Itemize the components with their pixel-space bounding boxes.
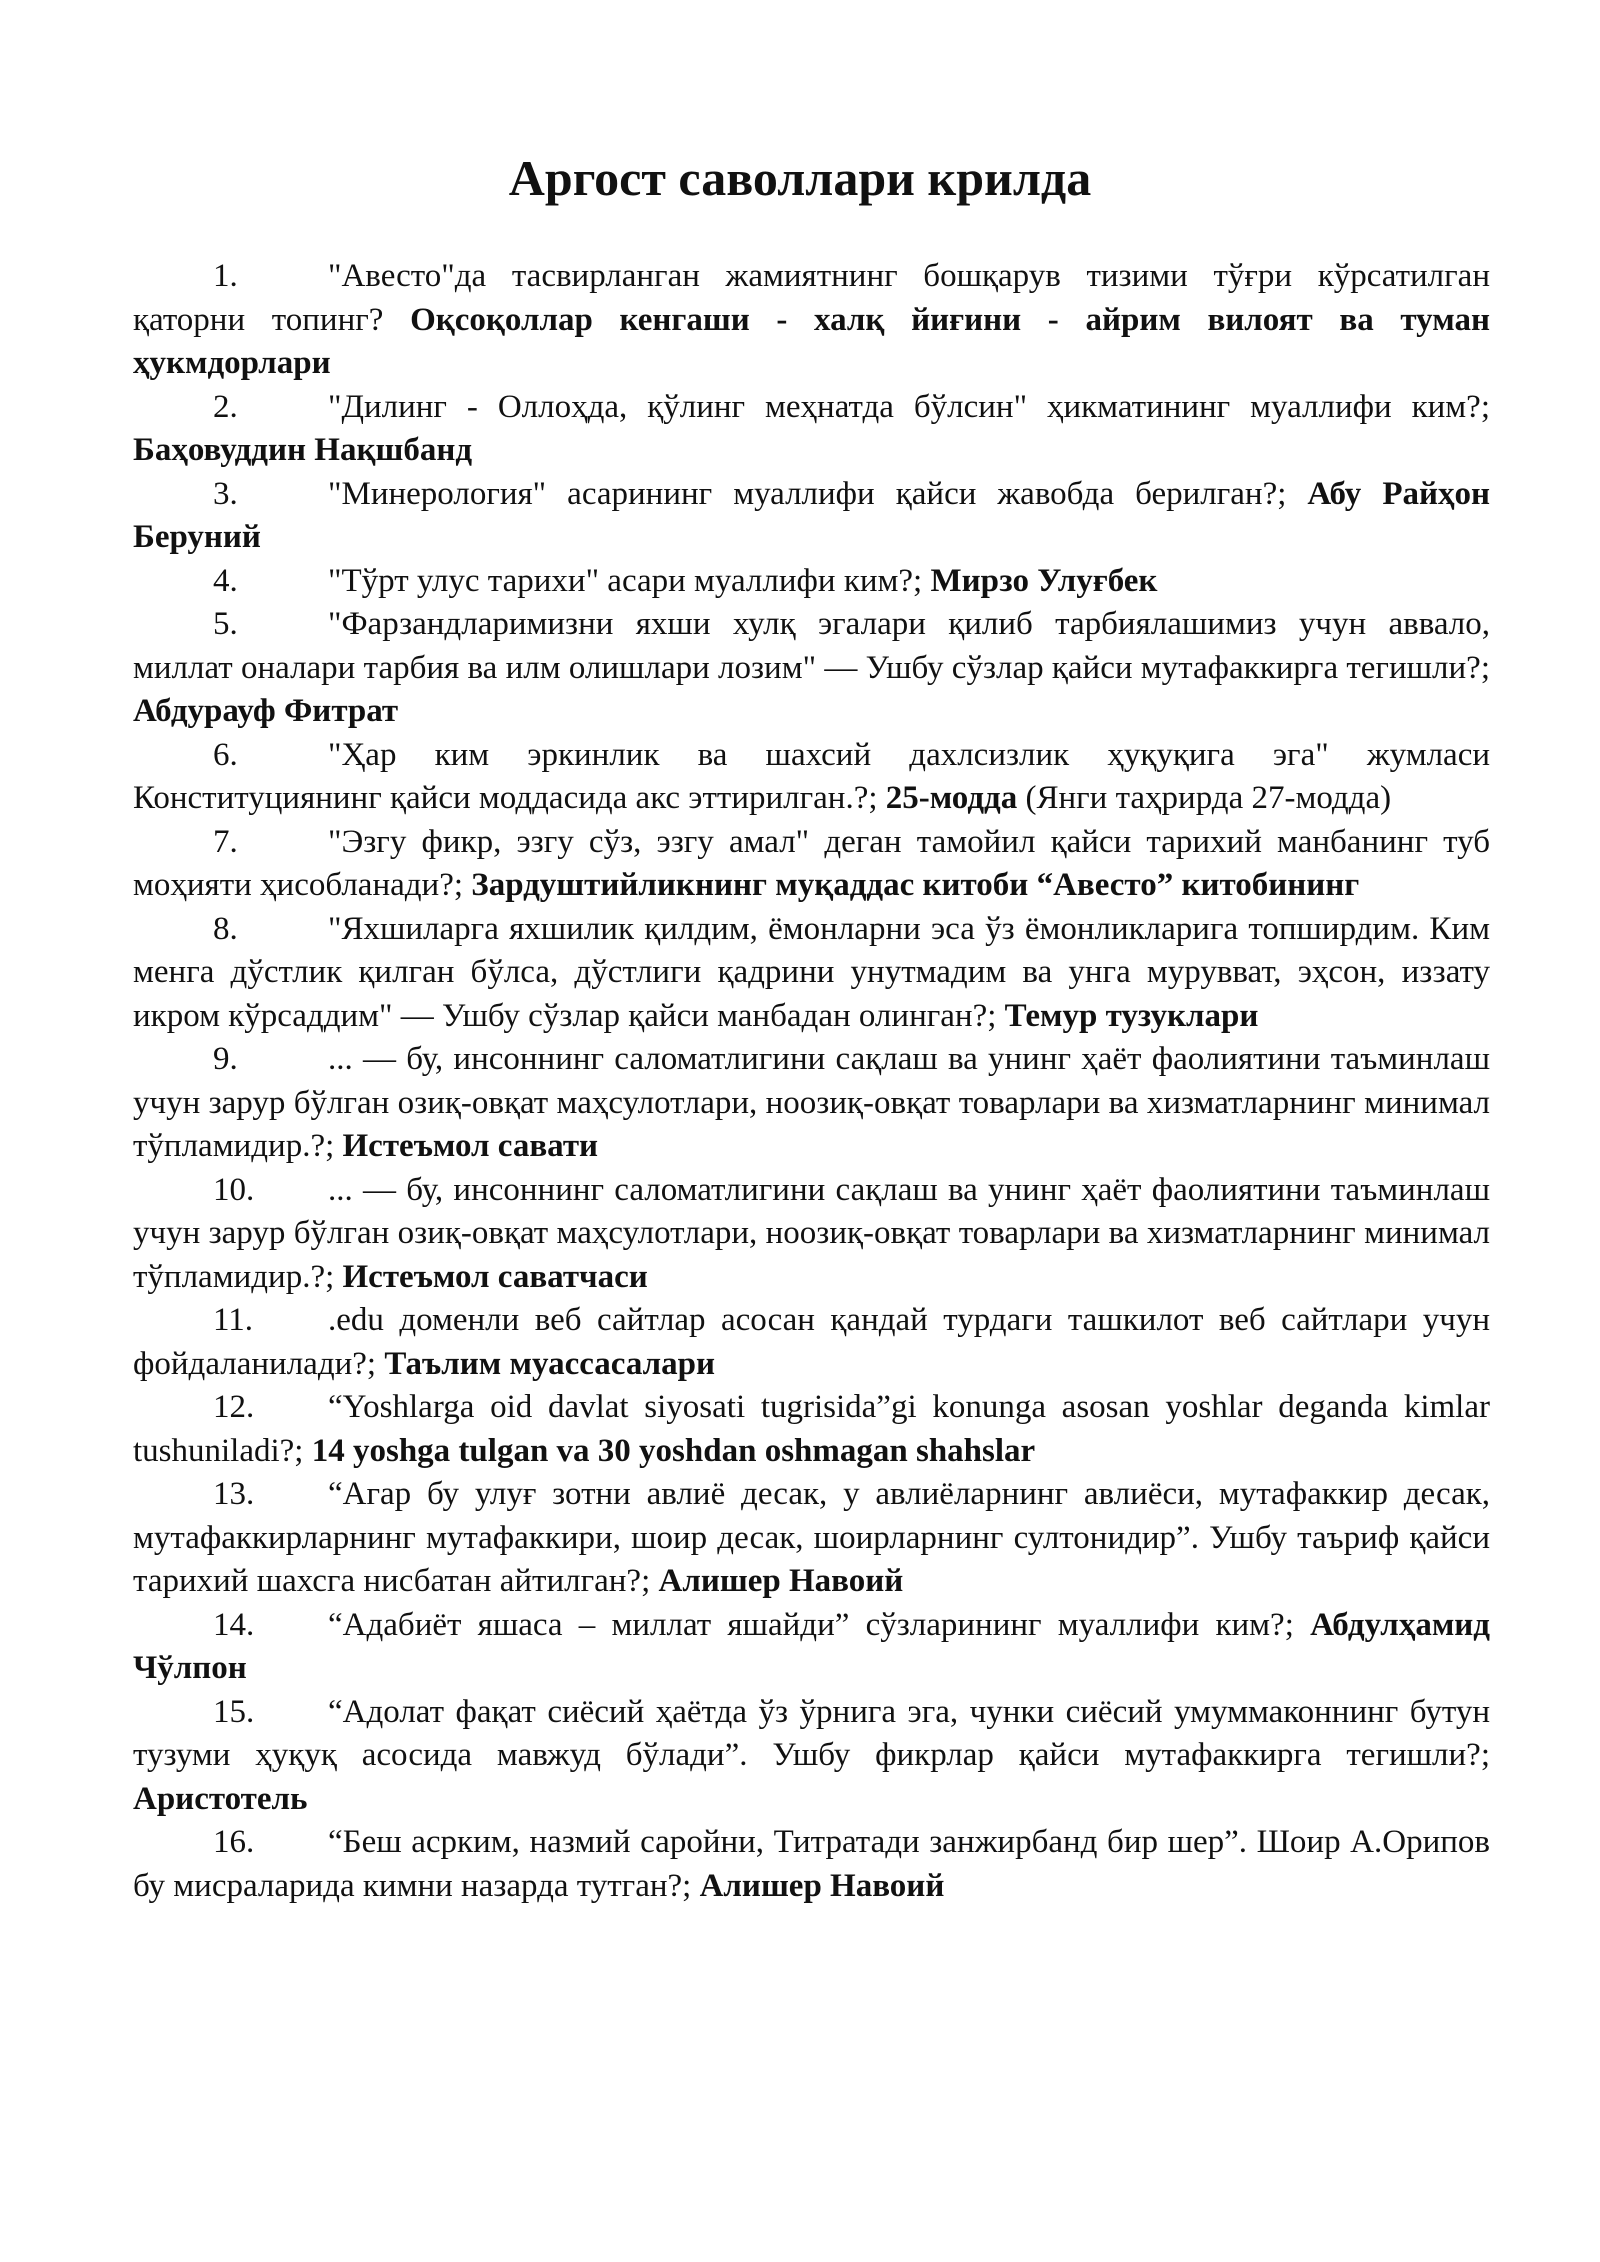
list-item xyxy=(133,1821,1490,1908)
item-question: ... — бу, инсоннинг саломатлигини сақлаш ва унинг ҳаёт фаолиятини таъминлаш учун зарур бўлган озиқ-овқат маҳсулотлари, ноозиқ-овқат товарлари ва хизматларнинг минимал тўпламидир.?; xyxy=(133,1171,1490,1295)
list-item xyxy=(133,255,1490,386)
document-title: Аргост саволлари крилда xyxy=(508,150,1092,206)
item-answer: Оқсоқоллар кенгаши - халқ йиғини - айрим вилоят ва туман ҳукмдорлари xyxy=(133,301,1490,381)
item-number: 6. xyxy=(213,736,238,773)
list-item xyxy=(133,560,1490,604)
item-note: (Янги таҳрирда 27-модда) xyxy=(1017,780,1392,816)
item-number: 1. xyxy=(213,258,238,294)
list-item xyxy=(133,734,1490,821)
item-answer: Зардуштийликнинг муқаддас китоби “Авесто” китобининг xyxy=(471,867,1360,903)
item-number: 11. xyxy=(213,1302,254,1338)
list-item xyxy=(133,908,1490,1039)
item-question: “Yoshlarga oid davlat siyosati tugrisida”gi konunga asosan yoshlar deganda kimlar tushuniladi?; xyxy=(133,1389,1490,1469)
item-answer: Истеъмол савати xyxy=(342,1128,599,1164)
item-answer: Истеъмол саватчаси xyxy=(342,1258,648,1295)
item-question: "Тўрт улус тарихи" асари муаллифи ким?; xyxy=(328,562,931,599)
question-list xyxy=(133,255,1490,1908)
item-number: 14. xyxy=(213,1606,255,1643)
item-answer: 25-модда xyxy=(885,780,1018,816)
item-answer: Аристотель xyxy=(133,1780,308,1817)
item-number: 10. xyxy=(213,1171,255,1208)
item-answer: Алишер Навоий xyxy=(699,1867,945,1904)
item-answer: 14 yoshga tulgan va 30 yoshdan oshmagan shahslar xyxy=(311,1432,1036,1469)
item-question: "Эзгу фикр, эзгу сўз, эзгу амал" деган тамойил қайси тарихий манбанинг туб моҳияти ҳисобланади?; xyxy=(133,823,1490,903)
item-question: “Адолат фақат сиёсий ҳаётда ўз ўрнига эга, чунки сиёсий умуммаконнинг бутун тузуми ҳуқуқ асосида мавжуд бўлади”. Ушбу фикрлар қайси мутафаккирга тегишли?; xyxy=(133,1693,1490,1773)
item-answer: Мирзо Улуғбек xyxy=(930,562,1158,599)
list-item xyxy=(133,1604,1490,1691)
item-answer: Баҳовуддин Нақшбанд xyxy=(133,432,473,468)
item-question: "Минерология" асарининг муаллифи қайси жавобда берилган?; xyxy=(328,475,1308,512)
item-number: 4. xyxy=(213,562,238,599)
item-question: "Яхшиларга яхшилик қилдим, ёмонларни эса ўз ёмонликларига топширдим. Ким менга дўстлик қилган бўлса, дўстлиги қадрини унутмадим ва унга мурувват, эҳсон, иззату икром кўрсаддим" — Ушбу сўзлар қайси манбадан олинган?; xyxy=(133,910,1490,1034)
item-question: "Ҳар ким эркинлик ва шахсий дахлсизлик ҳуқуқига эга" жумласи Конституциянинг қайси моддасида акс эттирилган.?; xyxy=(133,736,1490,816)
list-item xyxy=(133,1299,1490,1386)
item-number: 5. xyxy=(213,606,238,642)
item-number: 15. xyxy=(213,1693,255,1730)
list-item xyxy=(133,1473,1490,1604)
item-question: "Авесто"да тасвирланган жамиятнинг бошқарув тизими тўғри кўрсатилган қаторни топинг? xyxy=(133,258,1490,338)
list-item xyxy=(133,821,1490,908)
item-question: “Агар бу улуғ зотни авлиё десак, у авлиёларнинг авлиёси, мутафаккир десак, мутафаккирларнинг мутафаккири, шоир десак, шоирларнинг султонидир”. Ушбу таъриф қайси тарихий шахсга нисбатан айтилган?; xyxy=(133,1476,1490,1599)
item-question: "Фарзандларимизни яхши хулқ эгалари қилиб тарбиялашимиз учун аввало, миллат оналари тарбия ва илм олишлари лозим" — Ушбу сўзлар қайси мутафаккирга тегишли?; xyxy=(133,606,1490,686)
item-number: 9. xyxy=(213,1041,238,1077)
list-item xyxy=(133,1038,1490,1169)
list-item xyxy=(133,386,1490,473)
item-number: 7. xyxy=(213,823,238,860)
item-question: "Дилинг - Оллоҳда, қўлинг меҳнатда бўлсин" ҳикматининг муаллифи ким?; xyxy=(328,388,1490,425)
item-answer: Абдурауф Фитрат xyxy=(133,693,399,729)
item-number: 16. xyxy=(213,1824,255,1860)
item-number: 13. xyxy=(213,1476,255,1512)
list-item xyxy=(133,1169,1490,1300)
item-answer: Темур тузуклари xyxy=(1004,997,1259,1034)
list-item xyxy=(133,1386,1490,1473)
item-number: 3. xyxy=(213,475,238,512)
item-question: “Адабиёт яшаса – миллат яшайди” сўзларининг муаллифи ким?; xyxy=(328,1606,1311,1643)
item-answer: Таълим муассасалари xyxy=(384,1345,715,1382)
item-answer: Абдулҳамид Чўлпон xyxy=(133,1606,1490,1686)
item-answer: Абу Райҳон Беруний xyxy=(133,475,1490,555)
item-question: .edu доменли веб сайтлар асосан қандай турдаги ташкилот веб сайтлари учун фойдаланилади?; xyxy=(133,1302,1490,1382)
item-number: 8. xyxy=(213,910,238,947)
item-number: 2. xyxy=(213,388,238,425)
list-item xyxy=(133,473,1490,560)
list-item xyxy=(133,1691,1490,1822)
item-answer: Алишер Навоий xyxy=(658,1563,904,1599)
item-question: “Беш асрким, назмий саройни, Титратади занжирбанд бир шер”. Шоир А.Орипов бу мисраларида кимни назарда тутган?; xyxy=(133,1824,1490,1904)
item-number: 12. xyxy=(213,1389,255,1425)
item-question: ... — бу, инсоннинг саломатлигини сақлаш ва унинг ҳаёт фаолиятини таъминлаш учун зарур бўлган озиқ-овқат маҳсулотлари, ноозиқ-овқат товарлари ва хизматларнинг минимал тўпламидир.?; xyxy=(133,1041,1490,1164)
list-item xyxy=(133,603,1490,734)
